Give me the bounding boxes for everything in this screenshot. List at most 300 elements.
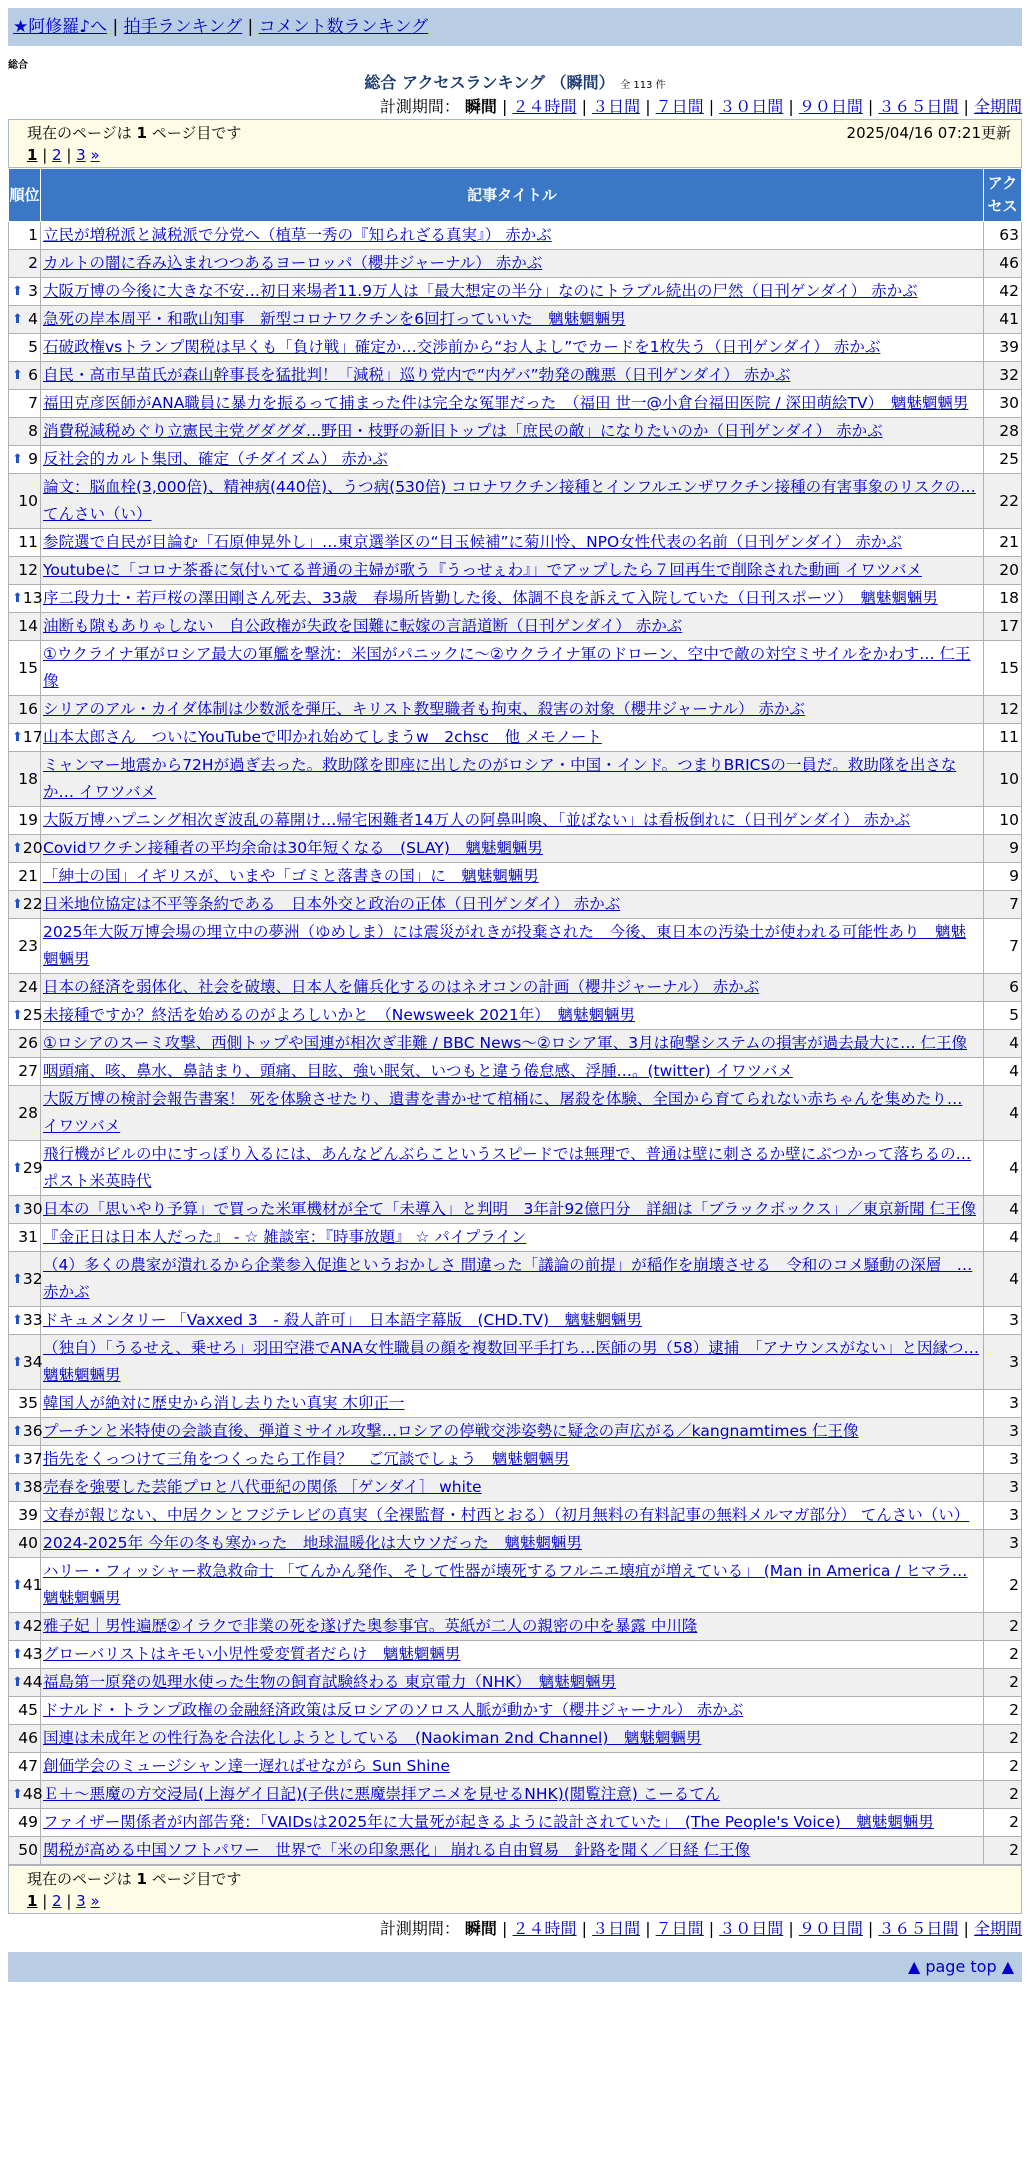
article-link[interactable]: 論文：脳血栓(3,000倍)、精神病(440倍)、うつ病(530倍) コロナワクチン接種とインフルエンザワクチン接種の有害事象のリスクの… てんさい（い） xyxy=(43,478,976,523)
article-link[interactable]: 韓国人が絶対に歴史から消し去りたい真実 木卯正一 xyxy=(43,1394,405,1412)
period-link[interactable]: ７日間 xyxy=(655,1919,704,1938)
access-count: 3 xyxy=(984,1335,1022,1390)
table-row xyxy=(9,752,1022,807)
rank-cell xyxy=(9,557,41,585)
article-link[interactable]: （4）多くの農家が潰れるから企業参入促進というおかしさ 間違った「議論の前提」が稲作を崩壊させる 令和のコメ騒動の深層 … 赤かぶ xyxy=(43,1256,973,1301)
period-link[interactable]: ７日間 xyxy=(655,97,704,116)
rank-cell xyxy=(9,418,41,446)
rank-number: 27 xyxy=(18,1062,38,1080)
table-row xyxy=(9,1613,1022,1641)
title-cell xyxy=(41,250,984,278)
table-row xyxy=(9,334,1022,362)
period-separator: | xyxy=(640,1919,656,1938)
pager-bottom xyxy=(8,1865,1022,1914)
clap-ranking-link[interactable]: 拍手ランキング xyxy=(123,17,243,37)
table-row xyxy=(9,1809,1022,1837)
table-row xyxy=(9,250,1022,278)
rank-cell xyxy=(9,1224,41,1252)
period-link[interactable]: ３日間 xyxy=(592,1919,641,1938)
article-link[interactable]: 日本の「思いやり予算」で買った米軍機材が全て「未導入」と判明 3年計92億円分 詳細は「ブラックボックス」／東京新聞 仁王像 xyxy=(43,1200,977,1218)
period-link[interactable]: ３日間 xyxy=(592,97,641,116)
table-row xyxy=(9,1837,1022,1865)
rank-number: 37 xyxy=(22,1450,43,1468)
title-cell xyxy=(41,1030,984,1058)
page-link[interactable]: 2 xyxy=(52,1892,62,1910)
article-link[interactable]: 立民が増税派と減税派で分党へ（植草一秀の『知られざる真実』） 赤かぶ xyxy=(43,226,552,244)
article-link[interactable]: 消費税減税めぐり立憲民主党グダグダ…野田・枝野の新旧トップは「庶民の敵」になりたいのか（日刊ゲンダイ） 赤かぶ xyxy=(43,422,883,440)
article-link[interactable]: 山本太郎さん ついにYouTubeで叩かれ始めてしまうw 2chsc 他 メモノート xyxy=(43,728,602,746)
period-label: 計測期間： xyxy=(379,97,460,116)
rank-cell xyxy=(9,752,41,807)
rank-cell xyxy=(9,974,41,1002)
access-count: 17 xyxy=(984,613,1022,641)
rank-cell xyxy=(9,807,41,835)
rank-number: 40 xyxy=(18,1534,38,1552)
table-row xyxy=(9,613,1022,641)
period-separator: | xyxy=(576,1919,593,1938)
title-cell xyxy=(41,1781,984,1809)
table-row xyxy=(9,807,1022,835)
article-link[interactable]: ドナルド・トランプ政権の金融経済政策は反ロシアのソロス人脈が動かす（櫻井ジャーナル） 赤かぶ xyxy=(43,1701,744,1719)
period-link[interactable]: ２４時間 xyxy=(512,1919,577,1938)
article-link[interactable]: 日米地位協定は不平等条約である 日本外交と政治の正体（日刊ゲンダイ） 赤かぶ xyxy=(43,895,621,913)
title-cell xyxy=(41,863,984,891)
rank-number: 17 xyxy=(22,728,43,746)
title-cell xyxy=(41,1725,984,1753)
article-link[interactable]: ファイザー関係者が内部告発：「VAIDsは2025年に大量死が起きるように設計されていた」 (The People's Voice) 魑魅魍魎男 xyxy=(43,1813,934,1831)
access-count: 3 xyxy=(984,1418,1022,1446)
article-link[interactable]: 大阪万博ハプニング相次ぎ波乱の幕開け…帰宅困難者14万人の阿鼻叫喚、「並ばない」は看板倒れに（日刊ゲンダイ） 赤かぶ xyxy=(43,811,911,829)
access-count: 2 xyxy=(984,1837,1022,1865)
page-separator: | xyxy=(37,146,53,164)
home-link[interactable]: ★阿修羅♪へ xyxy=(13,17,108,37)
period-separator: | xyxy=(783,1919,799,1938)
rank-number: 13 xyxy=(22,589,43,607)
page-link[interactable]: 3 xyxy=(76,146,86,164)
total-count: 全 113 件 xyxy=(620,80,666,91)
table-row xyxy=(9,1224,1022,1252)
rank-cell xyxy=(9,1558,41,1613)
access-count: 3 xyxy=(984,1474,1022,1502)
rank-cell xyxy=(9,835,41,863)
page-separator: | xyxy=(61,1892,77,1910)
rank-cell xyxy=(9,1002,41,1030)
rank-cell xyxy=(9,724,41,752)
rank-up-arrow-icon: ⬆ xyxy=(12,1354,23,1370)
access-count: 4 xyxy=(984,1196,1022,1224)
period-separator: | xyxy=(502,1919,513,1938)
rank-number: 1 xyxy=(28,226,38,244)
access-count: 4 xyxy=(984,1141,1022,1196)
rank-cell xyxy=(9,250,41,278)
article-link[interactable]: ハリー・フィッシャー救急救命士 「てんかん発作、そして性器が壊死するフルニエ壊疽が増えている」 (Man in America / ヒマラ… 魑魅魍魎男 xyxy=(43,1562,968,1607)
period-separator: | xyxy=(862,1919,879,1938)
article-link[interactable]: 急死の岸本周平・和歌山知事 新型コロナワクチンを6回打っていいた 魑魅魍魎男 xyxy=(43,310,626,328)
period-link[interactable]: ９０日間 xyxy=(798,97,863,116)
access-count: 2 xyxy=(984,1558,1022,1613)
title-cell xyxy=(41,1002,984,1030)
title-cell xyxy=(41,362,984,390)
page-separator: | xyxy=(61,146,77,164)
title-cell xyxy=(41,1390,984,1418)
rank-number: 4 xyxy=(28,310,38,328)
table-row xyxy=(9,641,1022,696)
title-cell xyxy=(41,835,984,863)
rank-cell xyxy=(9,1613,41,1641)
rank-up-arrow-icon: ⬆ xyxy=(12,284,23,299)
access-count: 4 xyxy=(984,1224,1022,1252)
rank-cell xyxy=(9,1418,41,1446)
title-cell xyxy=(41,641,984,696)
period-link[interactable]: 全期間 xyxy=(973,97,1022,116)
article-link[interactable]: 創価学会のミュージシャン達一遅ればせながら Sun Shine xyxy=(43,1757,450,1775)
rank-up-arrow-icon: ⬆ xyxy=(12,1271,23,1287)
period-separator: | xyxy=(502,97,513,116)
article-link[interactable]: 大阪万博の今後に大きな不安…初日来場者11.9万人は「最大想定の半分」なのにトラブル続出の尸然（日刊ゲンダイ） 赤かぶ xyxy=(43,282,918,300)
current-page: 1 xyxy=(27,1892,38,1910)
rank-cell xyxy=(9,1086,41,1141)
table-row xyxy=(9,1335,1022,1390)
rank-cell xyxy=(9,1669,41,1697)
rank-number: 2 xyxy=(28,254,38,272)
access-count: 15 xyxy=(984,641,1022,696)
rank-cell xyxy=(9,474,41,529)
rank-cell xyxy=(9,390,41,418)
rank-number: 47 xyxy=(18,1757,38,1775)
table-row xyxy=(9,1086,1022,1141)
rank-cell xyxy=(9,641,41,696)
article-link[interactable]: シリアのアル・カイダ体制は少数派を弾圧、キリスト教聖職者も拘束、殺害の対象（櫻井ジャーナル） 赤かぶ xyxy=(43,700,805,718)
rank-number: 34 xyxy=(22,1352,43,1371)
access-count: 6 xyxy=(984,974,1022,1002)
period-link[interactable]: 全期間 xyxy=(973,1919,1022,1938)
rank-cell xyxy=(9,1058,41,1086)
table-row xyxy=(9,1307,1022,1335)
article-link[interactable]: 反社会的カルト集団、確定（チダイズム） 赤かぶ xyxy=(43,450,388,468)
title-cell xyxy=(41,557,984,585)
page-link[interactable]: 2 xyxy=(52,146,62,164)
rank-up-arrow-icon: ⬆ xyxy=(12,897,23,912)
article-link[interactable]: 国連は未成年との性行為を合法化しようとしている (Naokiman 2nd Channel) 魑魅魍魎男 xyxy=(43,1729,702,1747)
title-cell xyxy=(41,474,984,529)
access-count: 4 xyxy=(984,1086,1022,1141)
rank-number: 44 xyxy=(22,1673,43,1691)
table-row xyxy=(9,1641,1022,1669)
next-page-link[interactable]: » xyxy=(90,1892,100,1910)
rank-cell xyxy=(9,1530,41,1558)
title-cell xyxy=(41,891,984,919)
article-link[interactable]: プーチンと米特使の会談直後、弾道ミサイル攻撃…ロシアの停戦交渉姿勢に疑念の声広がる／kangnamtimes 仁王像 xyxy=(43,1422,859,1440)
access-count: 2 xyxy=(984,1641,1022,1669)
rank-up-arrow-icon: ⬆ xyxy=(12,591,23,606)
article-link[interactable]: （独自）「うるせえ、乗せろ」羽田空港でANA女性職員の顔を複数回平手打ち…医師の男（58）逮捕 「アナウンスがない」と因縁つ… 魑魅魍魎男 xyxy=(43,1339,980,1384)
table-row xyxy=(9,1390,1022,1418)
title-cell xyxy=(41,1252,984,1307)
rank-number: 38 xyxy=(22,1478,43,1496)
table-row xyxy=(9,974,1022,1002)
period-link[interactable]: ３６５日間 xyxy=(878,1919,959,1938)
table-row xyxy=(9,1725,1022,1753)
rank-number: 49 xyxy=(18,1813,38,1831)
rank-number: 39 xyxy=(18,1506,38,1524)
table-row xyxy=(9,863,1022,891)
article-link[interactable]: 大阪万博の検討会報告書案！ 死を体験させたり、遺書を書かせて棺桶に、屠殺を体験、全国から育てられない赤ちゃんを集めたり… イワツバメ xyxy=(43,1090,963,1135)
current-page: 1 xyxy=(27,146,38,164)
rank-cell xyxy=(9,1030,41,1058)
title-cell xyxy=(41,1530,984,1558)
title-cell xyxy=(41,1669,984,1697)
rank-number: 12 xyxy=(18,561,38,579)
rank-cell xyxy=(9,1252,41,1307)
page-links xyxy=(27,1890,1011,1912)
page-link[interactable]: 3 xyxy=(76,1892,86,1910)
rank-cell xyxy=(9,1837,41,1865)
rank-cell xyxy=(9,1809,41,1837)
access-count: 3 xyxy=(984,1390,1022,1418)
article-link[interactable]: ①ウクライナ軍がロシア最大の軍艦を撃沈：米国がパニックに～②ウクライナ軍のドローン、空中で敵の対空ミサイルをかわす… 仁王像 xyxy=(43,645,971,690)
title-cell xyxy=(41,446,984,474)
next-page-link[interactable]: » xyxy=(90,146,100,164)
access-count: 32 xyxy=(984,362,1022,390)
rank-number: 29 xyxy=(22,1158,43,1177)
article-link[interactable]: 油断も隙もありゃしない 自公政権が失政を国難に転嫁の言語道断（日刊ゲンダイ） 赤かぶ xyxy=(43,617,683,635)
access-count: 4 xyxy=(984,1058,1022,1086)
article-link[interactable]: Covidワクチン接種者の平均余命は30年短くなる (SLAY) 魑魅魍魎男 xyxy=(43,839,543,857)
title-cell xyxy=(41,1753,984,1781)
table-row xyxy=(9,1753,1022,1781)
article-link[interactable]: Youtubeに「コロナ茶番に気付いてる普通の主婦が歌う『うっせぇわ』」でアップしたら７回再生で削除された動画 イワツバメ xyxy=(43,561,922,579)
period-link[interactable]: ９０日間 xyxy=(798,1919,863,1938)
title-cell xyxy=(41,1474,984,1502)
rank-number: 30 xyxy=(22,1200,43,1218)
rank-up-arrow-icon: ⬆ xyxy=(12,1675,23,1690)
article-link[interactable]: 雅子妃｜男性遍歴②イラクで非業の死を遂げた奥参事官。英紙が二人の親密の中を暴露 中川隆 xyxy=(43,1617,698,1635)
article-link[interactable]: 序二段力士・若戸桜の澤田剛さん死去、33歳 春場所皆勤した後、体調不良を訴えて入院していた（日刊スポーツ） 魑魅魍魎男 xyxy=(43,589,938,607)
access-count: 28 xyxy=(984,418,1022,446)
period-link[interactable]: ２４時間 xyxy=(512,97,577,116)
access-count: 30 xyxy=(984,390,1022,418)
rank-cell xyxy=(9,1474,41,1502)
page-top-link[interactable]: ▲ page top ▲ xyxy=(907,1957,1014,1976)
article-link[interactable]: 『金正日は日本人だった』 - ☆ 雑談室：『時事放題』 ☆ パイプライン xyxy=(43,1228,527,1246)
access-count: 2 xyxy=(984,1613,1022,1641)
access-count: 12 xyxy=(984,696,1022,724)
access-count: 25 xyxy=(984,446,1022,474)
rank-up-arrow-icon: ⬆ xyxy=(12,1424,23,1439)
table-row xyxy=(9,1030,1022,1058)
rank-up-arrow-icon: ⬆ xyxy=(12,1008,23,1023)
article-link[interactable]: ドキュメンタリー 「Vaxxed 3 - 殺人許可」 日本語字幕版 (CHD.TV) 魑魅魍魎男 xyxy=(43,1311,643,1329)
rank-cell xyxy=(9,696,41,724)
title-cell xyxy=(41,752,984,807)
rank-number: 26 xyxy=(18,1034,38,1052)
table-row xyxy=(9,891,1022,919)
access-count: 22 xyxy=(984,474,1022,529)
rank-number: 22 xyxy=(22,895,43,913)
access-count: 4 xyxy=(984,1030,1022,1058)
updated-timestamp: 2025/04/16 07:21更新 xyxy=(846,124,1011,142)
table-row xyxy=(9,724,1022,752)
title-cell xyxy=(41,1141,984,1196)
rank-cell xyxy=(9,1502,41,1530)
rank-number: 15 xyxy=(18,658,38,677)
article-link[interactable]: ミャンマー地震から72Hが過ぎ去った。救助隊を即座に出したのがロシア・中国・インド。つまりBRICSの一員だ。救助隊を出さなか… イワツバメ xyxy=(43,756,957,801)
comment-ranking-link[interactable]: コメント数ランキング xyxy=(258,17,429,37)
period-link[interactable]: ３０日間 xyxy=(719,1919,784,1938)
period-separator: | xyxy=(703,1919,720,1938)
table-row xyxy=(9,362,1022,390)
article-link[interactable]: 関税が高める中国ソフトパワー 世界で「米の印象悪化」 崩れる自由貿易 針路を聞く／日経 仁王像 xyxy=(43,1841,751,1859)
rank-cell xyxy=(9,1141,41,1196)
title-cell xyxy=(41,1224,984,1252)
rank-number: 5 xyxy=(28,338,38,356)
rank-up-arrow-icon: ⬆ xyxy=(12,841,23,856)
article-link[interactable]: 「紳士の国」イギリスが、いまや「ゴミと落書きの国」に 魑魅魍魎男 xyxy=(43,867,539,885)
article-link[interactable]: 自民・高市早苗氏が森山幹事長を猛批判！「減税」巡り党内で“内ゲバ”勃発の醜悪（日刊ゲンダイ） 赤かぶ xyxy=(43,366,791,384)
rank-cell xyxy=(9,1725,41,1753)
rank-number: 7 xyxy=(28,394,38,412)
access-count: 10 xyxy=(984,807,1022,835)
article-link[interactable]: 2025年大阪万博会場の埋立中の夢洲（ゆめしま）には震災がれきが投棄された 今後、東日本の汚染土が使われる可能性あり 魑魅魍魎男 xyxy=(43,923,966,968)
article-link[interactable]: 指先をくっつけて三角をつくったら工作員？ ご冗談でしょう 魑魅魍魎男 xyxy=(43,1450,570,1468)
table-row xyxy=(9,696,1022,724)
rank-number: 48 xyxy=(22,1785,43,1803)
rank-number: 11 xyxy=(18,533,38,551)
table-row xyxy=(9,1474,1022,1502)
page-links xyxy=(27,144,1011,166)
rank-cell xyxy=(9,362,41,390)
table-row xyxy=(9,222,1022,250)
article-link[interactable]: Ｅ＋～悪魔の方交浸局(上海ゲイ日記)(子供に悪魔崇拝アニメを見せるNHK)(閲覧注意) こーるてん xyxy=(43,1785,721,1803)
article-link[interactable]: 日本の経済を弱体化、社会を破壊、日本人を傭兵化するのはネオコンの計画（櫻井ジャーナル） 赤かぶ xyxy=(43,978,760,996)
table-row xyxy=(9,1196,1022,1224)
rank-number: 31 xyxy=(18,1228,38,1246)
rank-up-arrow-icon: ⬆ xyxy=(12,730,23,745)
rank-up-arrow-icon: ⬆ xyxy=(12,1619,23,1634)
table-row xyxy=(9,306,1022,334)
rank-up-arrow-icon: ⬆ xyxy=(12,1452,23,1467)
rank-number: 42 xyxy=(22,1617,43,1635)
rank-cell xyxy=(9,1697,41,1725)
period-link[interactable]: ３０日間 xyxy=(719,97,784,116)
article-link[interactable]: 石破政権vsトランプ関税は早くも「負け戦」確定か…交渉前から“お人よし”でカードを1枚失う（日刊ゲンダイ） 赤かぶ xyxy=(43,338,881,356)
article-link[interactable]: 咽頭痛、咳、鼻水、鼻詰まり、頭痛、目眩、強い眠気、いつもと違う倦怠感、浮腫…。(twitter) イワツバメ xyxy=(43,1062,793,1080)
article-link[interactable]: 2024-2025年 今年の冬も寒かった 地球温暖化は大ウソだった 魑魅魍魎男 xyxy=(43,1534,582,1552)
rank-number: 14 xyxy=(18,617,38,635)
period-separator: | xyxy=(703,97,720,116)
rank-cell xyxy=(9,1641,41,1669)
title-cell xyxy=(41,1446,984,1474)
rank-cell xyxy=(9,446,41,474)
access-count: 3 xyxy=(984,1307,1022,1335)
access-count: 7 xyxy=(984,919,1022,974)
column-rank: 順位 xyxy=(9,169,41,222)
rank-number: 20 xyxy=(22,839,43,857)
article-link[interactable]: グローバリストはキモい小児性愛変質者だらけ 魑魅魍魎男 xyxy=(43,1645,461,1663)
title-cell xyxy=(41,1697,984,1725)
access-count: 2 xyxy=(984,1753,1022,1781)
rank-up-arrow-icon: ⬆ xyxy=(12,1647,23,1662)
table-row xyxy=(9,1558,1022,1613)
title-cell xyxy=(41,390,984,418)
article-link[interactable]: 福田克彦医師がANA職員に暴力を振るって捕まった件は完全な冤罪だった （福田 世一@小倉台福田医院 / 深田萌絵TV） 魑魅魍魎男 xyxy=(43,394,969,412)
access-count: 42 xyxy=(984,278,1022,306)
article-link[interactable]: カルトの闇に呑み込まれつつあるヨーロッパ（櫻井ジャーナル） 赤かぶ xyxy=(43,254,543,272)
column-title: 記事タイトル xyxy=(41,169,984,222)
table-row xyxy=(9,1697,1022,1725)
title-cell xyxy=(41,696,984,724)
title-cell xyxy=(41,418,984,446)
rank-cell xyxy=(9,1390,41,1418)
article-link[interactable]: 未接種ですか？終活を始めるのがよろしいかと （Newsweek 2021年） 魑魅魍魎男 xyxy=(43,1006,635,1024)
rank-cell xyxy=(9,529,41,557)
article-link[interactable]: 飛行機がビルの中にすっぽり入るには、あんなどんぶらこというスピードでは無理で、普通は壁に刺さるか壁にぶつかって落ちるの… ポスト米英時代 xyxy=(43,1145,972,1190)
rank-cell xyxy=(9,278,41,306)
rank-cell xyxy=(9,613,41,641)
table-row xyxy=(9,446,1022,474)
rank-number: 18 xyxy=(18,769,38,788)
table-row xyxy=(9,390,1022,418)
period-selector xyxy=(0,94,1030,119)
period-label: 計測期間： xyxy=(379,1919,460,1938)
rank-cell xyxy=(9,1196,41,1224)
access-count: 2 xyxy=(984,1697,1022,1725)
rank-number: 33 xyxy=(22,1311,43,1329)
access-count: 3 xyxy=(984,1502,1022,1530)
access-count: 39 xyxy=(984,334,1022,362)
rank-up-arrow-icon: ⬆ xyxy=(12,452,23,467)
ranking-table xyxy=(8,168,1022,1865)
title-cell xyxy=(41,1058,984,1086)
rank-up-arrow-icon: ⬆ xyxy=(12,1577,23,1593)
article-link[interactable]: ①ロシアのスーミ攻撃、西側トップや国連が相次ぎ非難 / BBC News～②ロシア軍、3月は砲撃システムの損害が過去最大に… 仁王像 xyxy=(43,1034,967,1052)
period-separator: | xyxy=(958,1919,974,1938)
pager-top xyxy=(8,119,1022,168)
rank-cell xyxy=(9,1446,41,1474)
access-count: 20 xyxy=(984,557,1022,585)
rank-cell xyxy=(9,334,41,362)
column-access: アクセス xyxy=(984,169,1022,222)
table-row xyxy=(9,278,1022,306)
pager-status: 現在のページは 1 ページ目です xyxy=(27,124,242,142)
title-cell xyxy=(41,1196,984,1224)
table-row xyxy=(9,557,1022,585)
access-count: 2 xyxy=(984,1781,1022,1809)
rank-number: 50 xyxy=(18,1841,38,1859)
table-row xyxy=(9,418,1022,446)
access-count: 10 xyxy=(984,752,1022,807)
title-cell xyxy=(41,222,984,250)
page-top-bar xyxy=(8,1952,1022,1982)
period-link[interactable]: ３６５日間 xyxy=(878,97,959,116)
article-link[interactable]: 参院選で自民が目論む「石原伸晃外し」…東京選挙区の“目玉候補”に菊川怜、NPO女性代表の名前（日刊ゲンダイ） 赤かぶ xyxy=(43,533,902,551)
period-separator: | xyxy=(640,97,656,116)
title-cell xyxy=(41,1086,984,1141)
article-link[interactable]: 文春が報じない、中居クンとフジテレビの真実（全裸監督・村西とおる）（初月無料の有料記事の無料メルマガ部分） てんさい（い） xyxy=(43,1506,970,1524)
nav-separator: | xyxy=(112,17,119,37)
article-link[interactable]: 売春を強要した芸能プロと八代亜紀の関係 ［ゲンダイ］ white xyxy=(43,1478,482,1496)
period-separator: | xyxy=(958,97,974,116)
period-current: 瞬間 xyxy=(464,1919,497,1938)
access-count: 11 xyxy=(984,724,1022,752)
access-count: 41 xyxy=(984,306,1022,334)
article-link[interactable]: 福島第一原発の処理水使った生物の飼育試験終わる 東京電力（NHK） 魑魅魍魎男 xyxy=(43,1673,617,1691)
rank-cell xyxy=(9,1335,41,1390)
rank-cell xyxy=(9,585,41,613)
access-count: 63 xyxy=(984,222,1022,250)
table-row xyxy=(9,474,1022,529)
title-cell xyxy=(41,1418,984,1446)
